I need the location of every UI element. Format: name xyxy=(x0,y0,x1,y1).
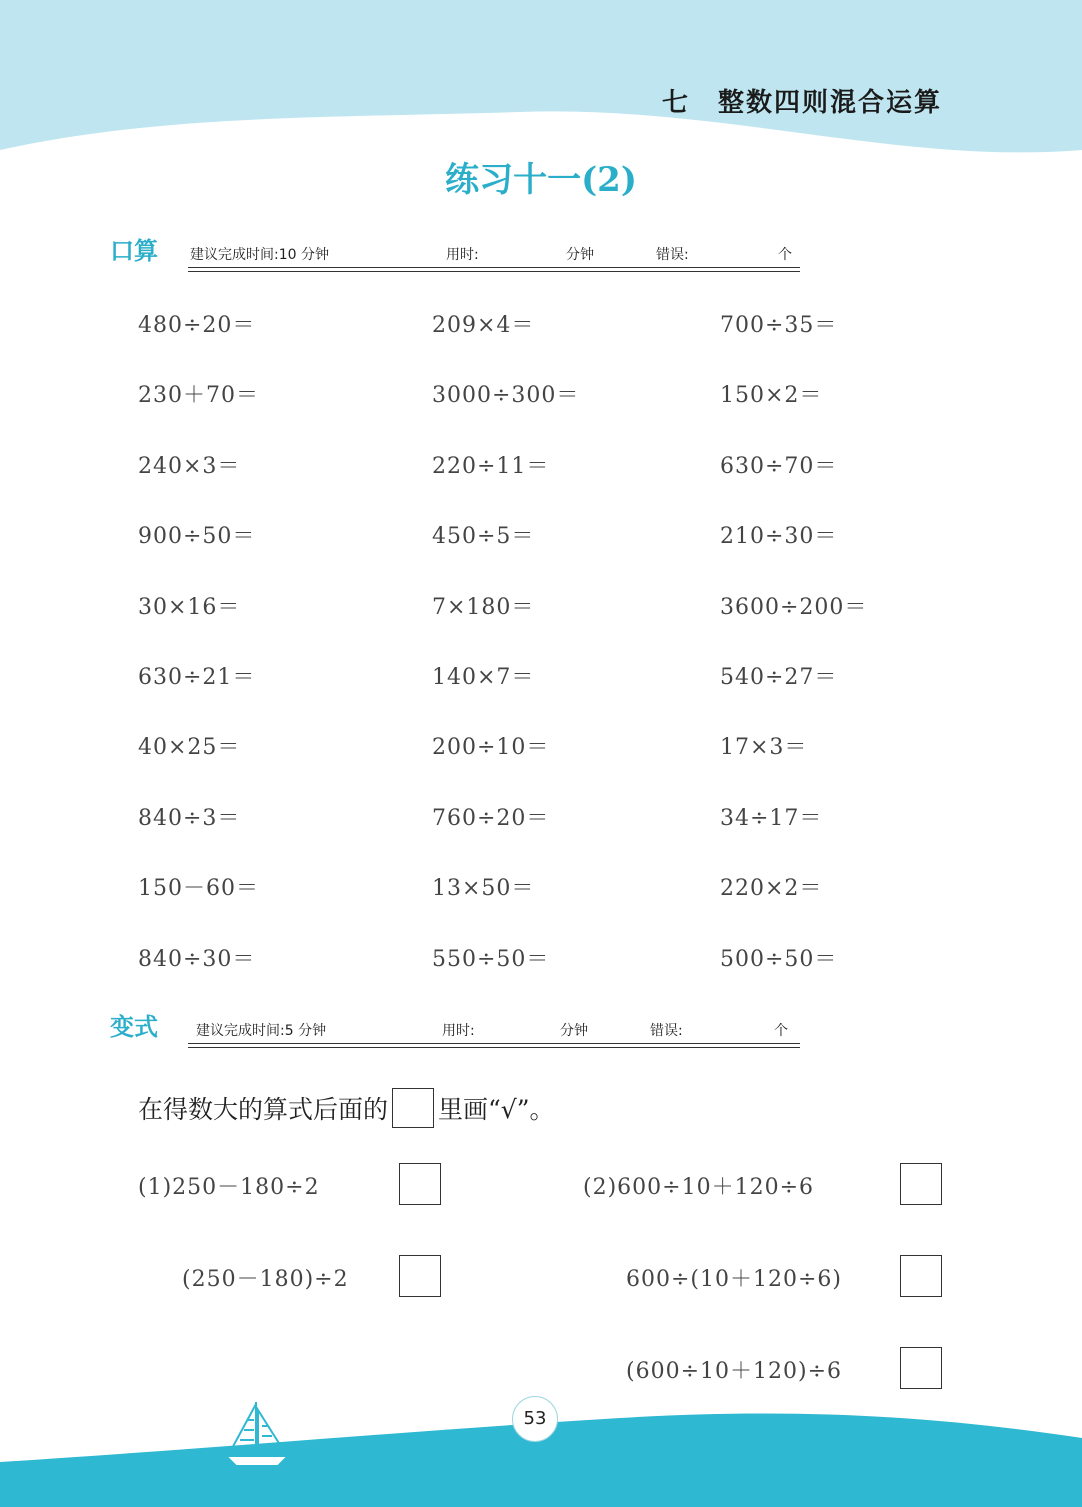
page-title: 练习十一(2) xyxy=(445,160,637,200)
oral-problem: 480÷20＝ xyxy=(138,313,256,338)
oral-problem: 13×50＝ xyxy=(432,876,535,901)
variant-expression: (600÷10＋120)÷6 xyxy=(626,1359,843,1384)
oral-problem: 150－60＝ xyxy=(138,876,259,901)
oral-problem: 630÷21＝ xyxy=(138,665,256,690)
chapter-title: 七 整数四则混合运算 xyxy=(661,88,942,118)
oral-problem: 230＋70＝ xyxy=(138,383,259,408)
answer-box[interactable] xyxy=(900,1255,942,1297)
oral-problem: 3000÷300＝ xyxy=(432,383,580,408)
oral-problem: 760÷20＝ xyxy=(432,806,550,831)
variant-section-info xyxy=(190,1022,796,1044)
oral-problem: 209×4＝ xyxy=(432,313,535,338)
oral-problem: 7×180＝ xyxy=(432,595,535,620)
variant-section-header xyxy=(110,1012,800,1046)
oral-problem: 840÷3＝ xyxy=(138,806,241,831)
example-box xyxy=(392,1088,434,1128)
divider-line xyxy=(188,267,800,268)
oral-problem: 140×7＝ xyxy=(432,665,535,690)
oral-problem: 220÷11＝ xyxy=(432,454,550,479)
page-number: 53 xyxy=(512,1396,558,1442)
oral-problem: 30×16＝ xyxy=(138,595,241,620)
oral-section-label: 口算 xyxy=(110,237,158,265)
answer-box[interactable] xyxy=(399,1255,441,1297)
time-used-label: 用时: xyxy=(442,1023,475,1039)
answer-box[interactable] xyxy=(900,1347,942,1389)
oral-section-header xyxy=(110,236,800,270)
count-label: 个 xyxy=(774,1023,788,1039)
variant-expression: 600÷(10＋120÷6) xyxy=(626,1267,843,1292)
oral-section-info xyxy=(190,246,796,268)
oral-problem: 150×2＝ xyxy=(720,383,823,408)
oral-problem: 540÷27＝ xyxy=(720,665,838,690)
oral-problem: 200÷10＝ xyxy=(432,735,550,760)
variant-instruction xyxy=(138,1088,555,1128)
variant-expression: (250－180)÷2 xyxy=(182,1267,349,1292)
oral-problem: 17×3＝ xyxy=(720,735,808,760)
divider-line xyxy=(188,1047,800,1048)
minutes-label: 分钟 xyxy=(566,247,594,263)
oral-problem: 700÷35＝ xyxy=(720,313,838,338)
oral-problem: 34÷17＝ xyxy=(720,806,823,831)
oral-problem: 3600÷200＝ xyxy=(720,595,868,620)
sailboat-icon xyxy=(226,1402,288,1466)
oral-problem: 240×3＝ xyxy=(138,454,241,479)
oral-problem: 550÷50＝ xyxy=(432,947,550,972)
time-used-label: 用时: xyxy=(446,247,479,263)
divider-line xyxy=(188,1043,800,1044)
errors-label: 错误: xyxy=(650,1023,683,1039)
oral-problem: 840÷30＝ xyxy=(138,947,256,972)
oral-problem: 220×2＝ xyxy=(720,876,823,901)
oral-problem: 630÷70＝ xyxy=(720,454,838,479)
count-label: 个 xyxy=(778,247,792,263)
oral-problem: 450÷5＝ xyxy=(432,524,535,549)
divider-line xyxy=(188,271,800,272)
minutes-label: 分钟 xyxy=(560,1023,588,1039)
variant-section-label: 变式 xyxy=(110,1013,158,1041)
oral-problem: 40×25＝ xyxy=(138,735,241,760)
suggested-time: 建议完成时间:10 分钟 xyxy=(190,247,329,263)
oral-problem: 500÷50＝ xyxy=(720,947,838,972)
variant-expression: (2)600÷10＋120÷6 xyxy=(583,1175,815,1200)
errors-label: 错误: xyxy=(656,247,689,263)
oral-problem: 210÷30＝ xyxy=(720,524,838,549)
instruction-text: 里画“√”。 xyxy=(438,1095,555,1124)
variant-expression: (1)250－180÷2 xyxy=(138,1175,320,1200)
instruction-text: 在得数大的算式后面的 xyxy=(138,1095,389,1124)
answer-box[interactable] xyxy=(399,1163,441,1205)
header-wave xyxy=(0,0,1082,152)
suggested-time: 建议完成时间:5 分钟 xyxy=(196,1023,327,1039)
answer-box[interactable] xyxy=(900,1163,942,1205)
oral-problem: 900÷50＝ xyxy=(138,524,256,549)
